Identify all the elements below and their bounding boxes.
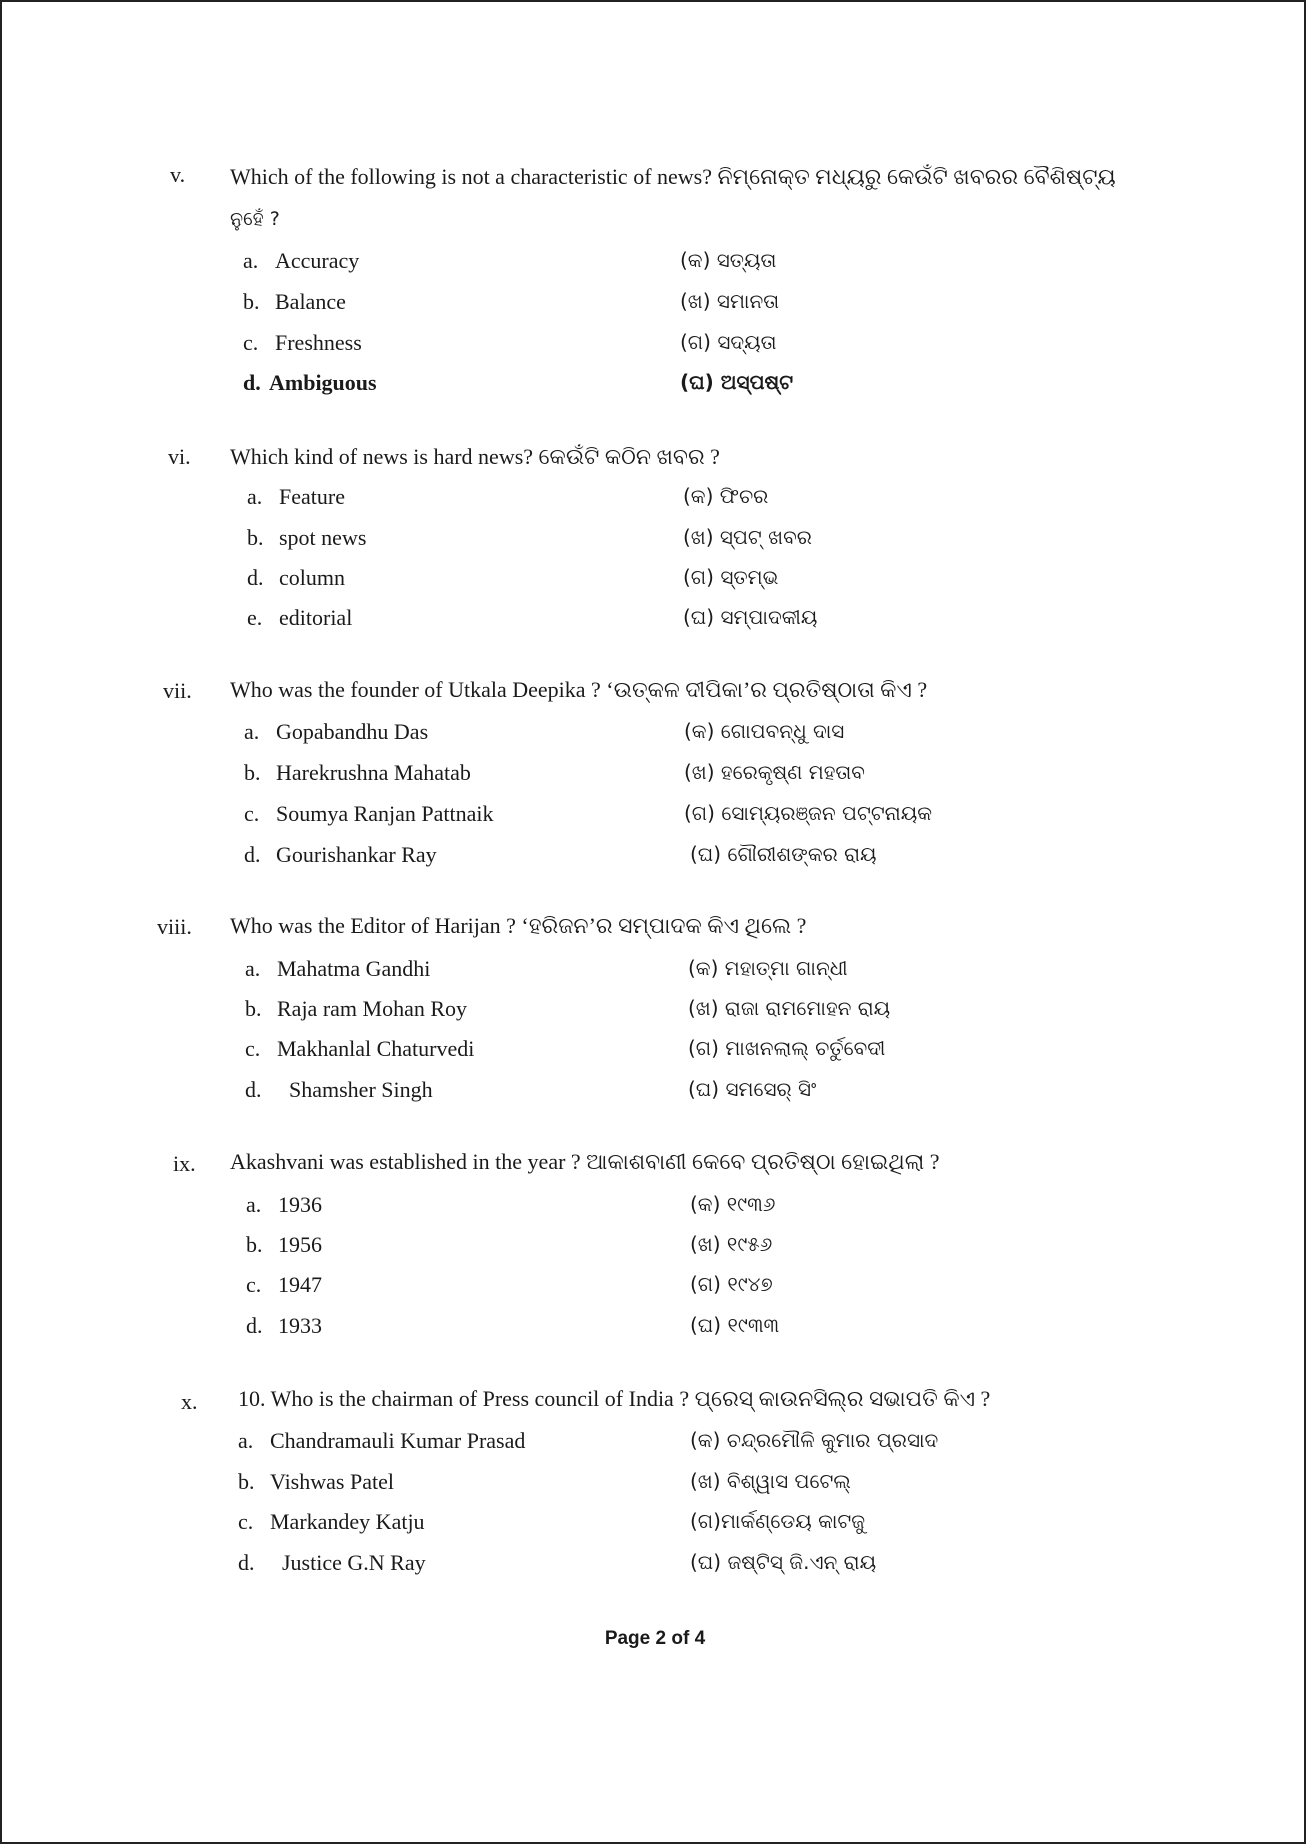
question-number: vi. xyxy=(168,444,191,469)
option-odia: (କ) ମହାତ୍ମା ଗାନ୍ଧୀ xyxy=(688,956,848,980)
option: b. spot news xyxy=(247,525,367,550)
option: d. Gourishankar Ray xyxy=(244,842,437,867)
question-number: ix. xyxy=(173,1151,196,1176)
option: c. Freshness xyxy=(243,330,362,355)
option: a. 1936 xyxy=(246,1192,322,1217)
option-odia: (ଖ) ବିଶ୍ୱାସ ପଟେଲ୍ xyxy=(690,1469,851,1493)
question-number: x. xyxy=(181,1389,198,1414)
option-odia: (ଘ) ଜଷ୍ଟିସ୍ ଜି.ଏନ୍ ରାୟ xyxy=(690,1550,877,1574)
option-odia: (ଖ) ସ୍ପଟ୍ ଖବର xyxy=(683,525,812,549)
question-text: Which kind of news is hard news? କେଉଁଟି କଠିନ ଖବର ? xyxy=(230,444,720,469)
option: d. Shamsher Singh xyxy=(245,1077,433,1102)
option-odia: (ଗ) ସଦ୍ୟତା xyxy=(680,330,777,354)
option-odia: (ଗ)ମାର୍କଣ୍ଡେୟ କାଟଜୁ xyxy=(690,1509,866,1533)
question-number: v. xyxy=(170,162,186,187)
option-odia: (ଘ) ଗୌରୀଶଙ୍କର ରାୟ xyxy=(690,842,877,866)
option-odia: (କ) ୧୯୩୬ xyxy=(690,1192,776,1216)
option-odia: (ଗ) ସ୍ତମ୍ଭ xyxy=(683,565,779,589)
question-text xyxy=(230,155,1190,241)
option-odia: (ଗ) ମାଖନଲାଲ୍ ଚର୍ତୁବେଦୀ xyxy=(688,1036,886,1060)
question-text: Who was the Editor of Harijan ? ‘ହରିଜନ’ର ସମ୍ପାଦକ କିଏ ଥିଲେ ? xyxy=(230,913,807,938)
option: d. Ambiguous xyxy=(243,370,377,395)
option: d. column xyxy=(247,565,345,590)
option: d. Justice G.N Ray xyxy=(238,1550,426,1575)
option: c. Makhanlal Chaturvedi xyxy=(245,1036,475,1061)
option: c. Soumya Ranjan Pattnaik xyxy=(244,801,494,826)
option: a. Gopabandhu Das xyxy=(244,719,429,744)
option: c. Markandey Katju xyxy=(238,1509,425,1534)
question-text-line: ନୁହେଁ ? xyxy=(230,208,280,230)
option: b. Vishwas Patel xyxy=(238,1469,394,1494)
question-text-line: Which of the following is not a characteristic of news? ନିମ୍ନୋକ୍ତ ମଧ୍ୟରୁ କେଉଁଟି ଖବରର ବୈଶିଷ୍ଟ୍ୟ xyxy=(230,164,1116,189)
option-odia: (ଘ) ସମସେର୍ ସିଂ xyxy=(688,1077,817,1101)
option: b. 1956 xyxy=(246,1232,322,1257)
option-odia: (ଘ) ୧୯୩୩ xyxy=(690,1313,780,1337)
option: d. 1933 xyxy=(246,1313,322,1338)
option: a. Chandramauli Kumar Prasad xyxy=(238,1428,526,1453)
option-odia: (କ) ସତ୍ୟତା xyxy=(680,248,777,272)
option: a. Feature xyxy=(247,484,345,509)
question-text: Akashvani was established in the year ? ଆକାଶବାଣୀ କେବେ ପ୍ରତିଷ୍ଠା ହୋଇଥିଲା ? xyxy=(230,1149,940,1174)
option-odia: (କ) ଗୋପବନ୍ଧୁ ଦାସ xyxy=(684,719,845,743)
question-text: 10. Who is the chairman of Press council of India ? ପ୍ରେସ୍ କାଉନସିଲ୍‌ର ସଭାପତି କିଏ ? xyxy=(238,1386,991,1411)
option: c. 1947 xyxy=(246,1272,322,1297)
option: b. Balance xyxy=(243,289,346,314)
question-text: Who was the founder of Utkala Deepika ? ‘ଉତ୍କଳ ଦୀପିକା’ର ପ୍ରତିଷ୍ଠାତା କିଏ ? xyxy=(230,677,928,702)
option-odia: (ଘ) ସମ୍ପାଦକୀୟ xyxy=(683,605,818,629)
question-number: viii. xyxy=(157,914,192,939)
option-odia: (କ) ଚନ୍ଦ୍ରମୌଳି କୁମାର ପ୍ରସାଦ xyxy=(690,1428,939,1452)
option-odia: (ଖ) ସମାନତା xyxy=(680,289,780,313)
option-odia: (ଗ) ସୋମ୍ୟରଞ୍ଜନ ପଟ୍ଟନାୟକ xyxy=(684,801,933,825)
option: e. editorial xyxy=(247,605,353,630)
option-odia: (ଖ) ହରେକୃଷ୍ଣ ମହତାବ xyxy=(684,760,865,784)
option-odia: (ଘ) ଅସ୍ପଷ୍ଟ xyxy=(680,370,794,394)
option-odia: (କ) ଫିଚର xyxy=(683,484,769,508)
option: b. Harekrushna Mahatab xyxy=(244,760,471,785)
option: a. Mahatma Gandhi xyxy=(245,956,431,981)
option-odia: (ଗ) ୧୯୪୭ xyxy=(690,1272,773,1296)
option-odia: (ଖ) ରାଜା ରାମମୋହନ ରାୟ xyxy=(688,996,891,1020)
page-number: Page 2 of 4 xyxy=(604,1628,706,1649)
option: b. Raja ram Mohan Roy xyxy=(245,996,468,1021)
option-odia: (ଖ) ୧୯୫୬ xyxy=(690,1232,773,1256)
question-number: vii. xyxy=(163,678,192,703)
option: a. Accuracy xyxy=(243,248,360,273)
